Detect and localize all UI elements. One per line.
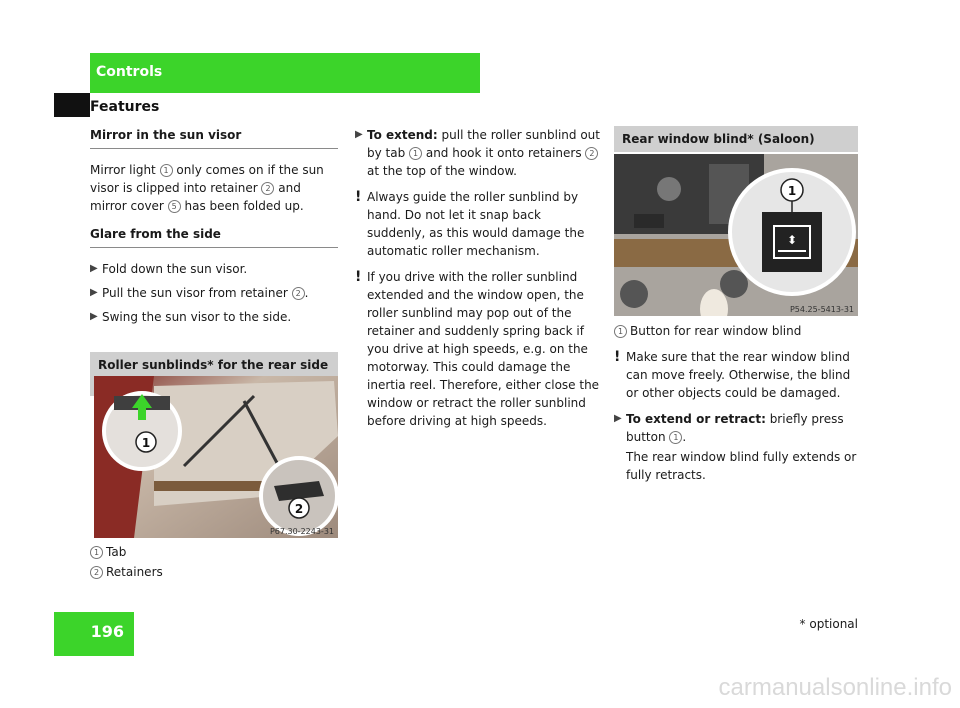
arrow-icon: ▶: [90, 311, 98, 322]
ref-number: 2: [261, 182, 274, 195]
step-item: ▶ Swing the sun visor to the side.: [90, 310, 292, 324]
console-photo: [614, 154, 858, 316]
legend-item: 2 Retainers: [90, 563, 338, 581]
warning-icon: !: [355, 269, 362, 285]
warning-note: ! Always guide the roller sunblind by hand. Do not let it snap back suddenly, as this would damage the automatic roller mechanism.: [355, 189, 585, 258]
arrow-icon: ▶: [90, 287, 98, 298]
press-step: ▶ To extend or retract: briefly press button 1 .: [614, 412, 844, 444]
ref-number: 1: [669, 431, 682, 444]
column-2: [355, 126, 601, 438]
ref-number: 2: [292, 287, 305, 300]
warning-note: ! Make sure that the rear window blind can move freely. Otherwise, the blind or other objects could be damaged.: [614, 349, 851, 400]
warning-icon: !: [355, 189, 362, 205]
glare-steps: [90, 260, 338, 326]
heading-roller-sunblinds: Roller sunblinds* for the rear side: [90, 352, 338, 396]
mirror-paragraph: Mirror light 1 only comes on if the sun visor is clipped into retainer 2 and mirror cover 5 has been folded up.: [90, 163, 324, 213]
section-marker: [54, 93, 90, 117]
callout-2: 2: [294, 502, 304, 516]
ref-number: 1: [409, 147, 422, 160]
arrow-icon: ▶: [90, 263, 98, 274]
door-legend: [90, 543, 338, 583]
column-3: [614, 126, 858, 152]
door-illustration: [94, 376, 338, 538]
legend-item: 1 Button for rear window blind: [614, 322, 860, 340]
footnote: * optional: [799, 617, 858, 631]
callout-1: 1: [141, 436, 151, 450]
legend-item: 1 Tab: [90, 543, 338, 561]
photo-code: P67.30-2243-31: [269, 527, 334, 536]
step-item: ▶ Fold down the sun visor.: [90, 262, 248, 276]
heading-glare: Glare from the side: [90, 225, 338, 248]
ref-number: 5: [168, 200, 181, 213]
page-number: 196: [90, 622, 124, 641]
console-illustration: [614, 154, 858, 316]
svg-text:⬍: ⬍: [786, 233, 798, 247]
photo-code: P54.25-5413-31: [789, 305, 854, 314]
warning-icon: !: [614, 349, 621, 365]
heading-mirror: Mirror in the sun visor: [90, 126, 338, 149]
chapter-tab: [90, 53, 480, 93]
arrow-icon: ▶: [614, 413, 622, 424]
callout-1: 1: [787, 184, 797, 198]
ref-number: 2: [585, 147, 598, 160]
arrow-icon: ▶: [355, 129, 363, 140]
column-1: [90, 126, 338, 396]
section-title: Features: [90, 99, 160, 115]
heading-rear-window-blind: Rear window blind* (Saloon): [614, 126, 858, 152]
column-3-text: [614, 322, 860, 484]
result-text: The rear window blind fully extends or fully retracts.: [626, 450, 857, 482]
warning-note: ! If you drive with the roller sunblind extended and the window open, the roller sunblind may pop out of the retainer and suddenly spring back if you drive at high speeds, e.g. on the motorway. This could damage the inertia reel. Therefore, either close the window or retract the roller sunblind before driving at high speeds.: [355, 269, 600, 428]
watermark: carmanualsonline.info: [718, 674, 952, 701]
step-item: ▶ Pull the sun visor from retainer 2 .: [90, 286, 309, 300]
ref-number: 1: [160, 164, 173, 177]
page-number-box: [54, 612, 134, 656]
chapter-tab-label: Controls: [96, 64, 163, 80]
extend-step: ▶ To extend: pull the roller sunblind out by tab 1 and hook it onto retainers 2 at the top of the window.: [355, 128, 600, 178]
door-photo: [94, 376, 338, 538]
